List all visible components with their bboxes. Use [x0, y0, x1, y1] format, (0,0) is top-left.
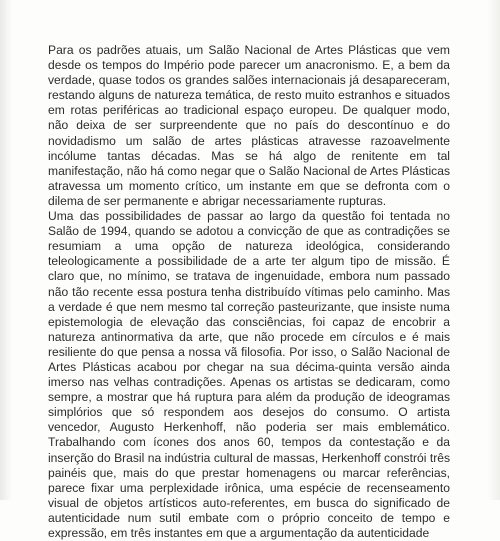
paragraph-2: Uma das possibilidades de passar ao largo da questão foi tentada no Salão de 1994, quando se adotou a convicção de que as contradições se resumiam a uma opção de natureza ideológica, considerando teleologicamente a possibilidade de a arte ter algum tipo de missão. É claro que, no mínimo, se tratava de ingenuidade, embora num passado não tão recente essa postura tenha distribuído vítimas pelo caminho. Mas a verdade é que nem mesmo tal correção pasteurizante, que insiste numa epistemologia de elevação das consciências, foi capaz de encobrir a natureza antinormativa da arte, que não procede em círculos e é mais resiliente do que pensa a nossa vã filosofia. Por isso, o Salão Nacional de Artes Plásticas acabou por chegar na sua décima-quinta versão ainda imerso nas velhas contradições. Apenas os artistas se dedicaram, como sempre, a mostrar que há ruptura para além da produção de ideogramas simplórios que só respondem aos desejos do consumo. O artista vencedor, Augusto Herkenhoff, não poderia ser mais emblemático. Trabalhando com ícones dos anos 60, tempos da contestação e da inserção do Brasil na indústria cultural de massas, Herkenhoff constrói três painéis que, mais do que prestar homenagens ou marcar referências, parece fixar uma perplexidade irônica, uma espécie de recenseamento visual de objetos artísticos auto-referentes, em busca do significado de autenticidade num sutil embate com o próprio conceito de tempo e expressão, em três instantes em que a argumentação da autenticidade	[48, 209, 450, 540]
scan-edge-right	[488, 0, 500, 500]
paragraph-1: Para os padrões atuais, um Salão Nacional de Artes Plásticas que vem desde os tempos do Império pode parecer um anacronismo. E, a bem da verdade, quase todos os grandes salões internacionais já desapareceram, restando alguns de natureza temática, de resto muito estranhos e situados em rotas periféricas ao tradicional espaço europeu. De qualquer modo, não deixa de ser surpreendente que no país do descontínuo e do novidadismo um salão de artes plásticas atravesse razoavelmente incólume tantas décadas. Mas se há algo de renitente em tal manifestação, não há como negar que o Salão Nacional de Artes Plásticas atravessa um momento crítico, um instante em que se defronta com o dilema de ser permanente e abrigar necessariamente rupturas.	[48, 43, 450, 208]
scan-edge-left	[0, 0, 12, 500]
document-page	[48, 43, 450, 541]
